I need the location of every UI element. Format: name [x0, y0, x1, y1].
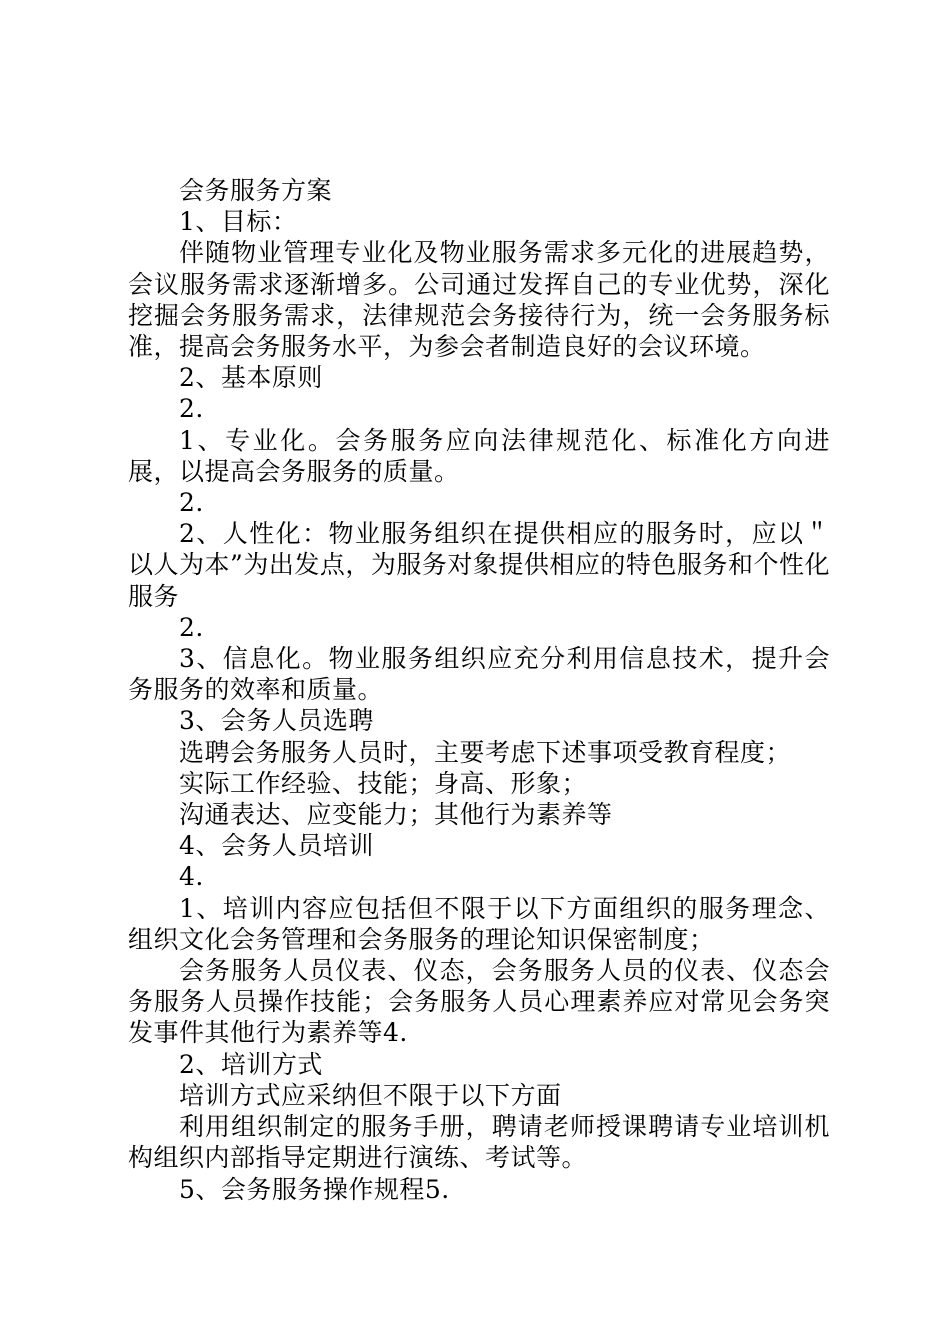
paragraph: 3、信息化。物业服务组织应充分利用信息技术，提升会务服务的效率和质量。	[128, 644, 830, 705]
paragraph: 2.	[179, 488, 204, 518]
paragraph: 利用组织制定的服务手册，聘请老师授课聘请专业培训机构组织内部指导定期进行演练、考试等。	[128, 1112, 830, 1173]
document-body	[128, 175, 830, 1205]
section-heading: 1、目标：	[179, 207, 298, 237]
section-heading: 2、培训方式	[179, 1049, 323, 1079]
paragraph: 1、培训内容应包括但不限于以下方面组织的服务理念、组织文化会务管理和会务服务的理论知识保密制度；	[128, 893, 830, 954]
paragraph: 4.	[179, 862, 204, 892]
paragraph: 培训方式应采纳但不限于以下方面	[179, 1080, 562, 1110]
paragraph: 选聘会务服务人员时，主要考虑下述事项受教育程度；	[179, 737, 792, 767]
paragraph: 伴随物业管理专业化及物业服务需求多元化的进展趋势，会议服务需求逐渐增多。公司通过发挥自己的专业优势，深化挖掘会务服务需求，法律规范会务接待行为，统一会务服务标准，提高会务服务水平，为参会者制造良好的会议环境。	[128, 238, 830, 362]
section-heading: 3、会务人员选聘	[179, 706, 374, 736]
paragraph: 2.	[179, 394, 204, 424]
section-heading: 5、会务服务操作规程5.	[179, 1174, 450, 1204]
paragraph: 沟通表达、应变能力；其他行为素养等	[179, 800, 613, 830]
paragraph: 1、专业化。会务服务应向法律规范化、标准化方向进展，以提高会务服务的质量。	[128, 425, 830, 486]
section-heading: 4、会务人员培训	[179, 831, 374, 861]
document-title: 会务服务方案	[179, 176, 333, 205]
section-heading: 2、基本原则	[179, 363, 323, 393]
paragraph: 2.	[179, 612, 204, 642]
paragraph: 会务服务人员仪表、仪态，会务服务人员的仪表、仪态会务服务人员操作技能；会务服务人员心理素养应对常见会务突发事件其他行为素养等4.	[128, 956, 830, 1048]
paragraph: 实际工作经验、技能；身高、形象；	[179, 768, 588, 798]
paragraph: 2、人性化：物业服务组织在提供相应的服务时，应以＂以人为本”为出发点，为服务对象提供相应的特色服务和个性化服务	[128, 519, 830, 611]
